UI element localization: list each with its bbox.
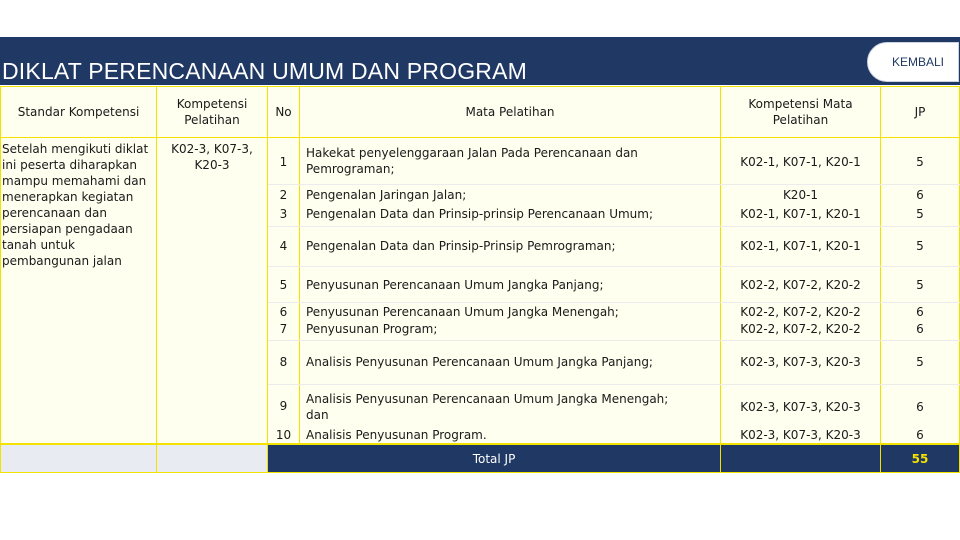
row-9-jp: 6	[916, 400, 924, 414]
row-9-no: 9	[279, 399, 288, 413]
row-8-komp: K02-3, K07-3, K20-3	[740, 355, 861, 369]
row-10-komp: K02-3, K07-3, K20-3	[740, 428, 861, 442]
row-6-mata: Penyusunan Perencanaan Umum Jangka Menengah;	[306, 305, 619, 319]
row-7-no: 7	[279, 322, 288, 336]
total-label: Total JP	[472, 451, 516, 466]
row-7-jp: 6	[916, 322, 924, 336]
row-8-no: 8	[279, 355, 288, 369]
header-mata-pelatihan: Mata Pelatihan	[299, 86, 721, 138]
row-1-mata: Hakekat penyelenggaraan Jalan Pada Perencanaan dan Pemrograman;	[306, 146, 638, 176]
row-3-no: 3	[279, 207, 288, 221]
row-9-mata: Analisis Penyusunan Perencanaan Umum Jangka Menengah; dan	[306, 392, 669, 422]
page-title: DIKLAT PERENCANAAN UMUM DAN PROGRAM	[2, 58, 527, 84]
row-divider	[268, 226, 960, 227]
row-2-no: 2	[279, 188, 288, 202]
row-4-no: 4	[279, 239, 288, 253]
row-4-jp: 5	[916, 239, 924, 253]
row-1-komp: K02-1, K07-1, K20-1	[740, 155, 861, 169]
row-10-mata: Analisis Penyusunan Program.	[306, 428, 487, 442]
row-7-komp: K02-2, K07-2, K20-2	[740, 322, 861, 336]
row-6-no: 6	[279, 305, 288, 319]
header-kompetensi-pelatihan: Kompetensi Pelatihan	[156, 86, 268, 138]
row-divider	[268, 384, 960, 385]
total-value-cell	[880, 444, 960, 473]
row-1-jp: 5	[916, 155, 924, 169]
standar-kompetensi-cell	[0, 138, 157, 444]
standar-kompetensi-text: Setelah mengikuti diklat ini peserta diharapkan mampu memahami dan menerapkan kegiatan perencanaan dan persiapan pengadaan tanah untuk pembangunan jalan	[2, 142, 149, 268]
total-value: 55	[911, 451, 929, 466]
row-10-no: 10	[275, 428, 292, 442]
row-divider	[268, 184, 960, 185]
kompetensi-pelatihan-text: K02-3, K07-3, K20-3	[171, 142, 253, 172]
row-5-mata: Penyusunan Perencanaan Umum Jangka Panjang;	[306, 278, 604, 292]
header-kompetensi-mata-pelatihan: Kompetensi Mata Pelatihan	[720, 86, 881, 138]
row-5-jp: 5	[916, 278, 924, 292]
header-standar-kompetensi: Standar Kompetensi	[0, 86, 157, 138]
row-2-jp: 6	[916, 188, 924, 202]
back-button[interactable]: KEMBALI	[867, 42, 959, 82]
row-3-jp: 5	[916, 207, 924, 221]
row-5-komp: K02-2, K07-2, K20-2	[740, 278, 861, 292]
row-4-mata: Pengenalan Data dan Prinsip-Prinsip Pemrograman;	[306, 239, 616, 253]
row-5-no: 5	[279, 278, 288, 292]
row-9-komp: K02-3, K07-3, K20-3	[740, 400, 861, 414]
row-3-komp: K02-1, K07-1, K20-1	[740, 207, 861, 221]
kompetensi-pelatihan-cell	[156, 138, 268, 444]
row-divider	[268, 266, 960, 267]
row-6-jp: 6	[916, 305, 924, 319]
row-7-mata: Penyusunan Program;	[306, 322, 438, 336]
row-8-jp: 5	[916, 355, 924, 369]
header-no: No	[267, 86, 300, 138]
row-4-komp: K02-1, K07-1, K20-1	[740, 239, 861, 253]
total-empty-cell	[156, 444, 268, 473]
row-2-komp: K20-1	[782, 188, 819, 202]
row-1-no: 1	[279, 155, 288, 169]
total-empty-cell	[720, 444, 881, 473]
header-jp: JP	[880, 86, 960, 138]
row-10-jp: 6	[916, 428, 924, 442]
total-empty-cell	[0, 444, 157, 473]
total-label-cell	[267, 444, 721, 473]
row-divider	[268, 340, 960, 341]
row-2-mata: Pengenalan Jaringan Jalan;	[306, 188, 467, 202]
row-6-komp: K02-2, K07-2, K20-2	[740, 305, 861, 319]
row-3-mata: Pengenalan Data dan Prinsip-prinsip Perencanaan Umum;	[306, 207, 654, 221]
row-8-mata: Analisis Penyusunan Perencanaan Umum Jangka Panjang;	[306, 355, 653, 369]
